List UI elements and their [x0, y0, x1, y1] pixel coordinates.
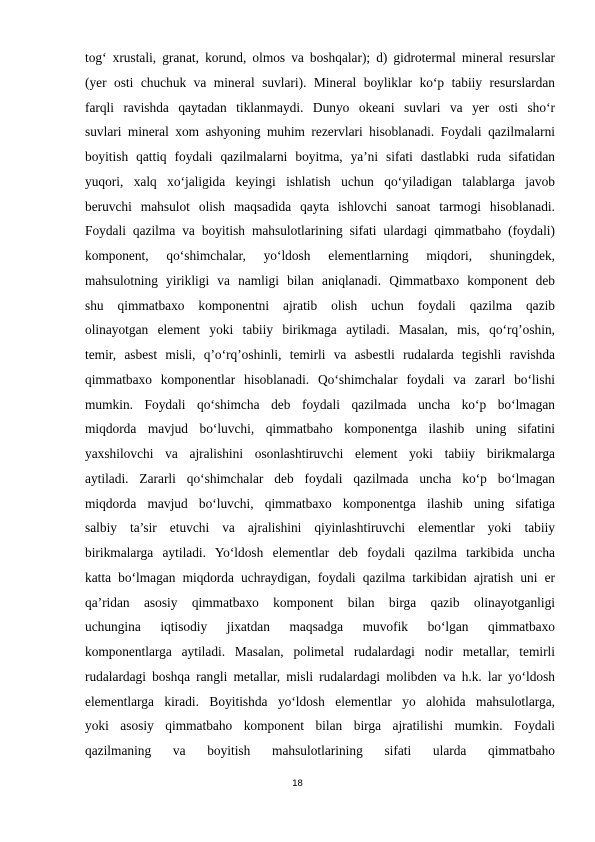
text-line: olinayotgan element yoki tabiiy birikmaga aytiladi. Masalan, mis, qo‘rq’oshin,	[85, 322, 555, 338]
text-line: mumkin. Foydali qo‘shimcha deb foydali qazilmada uncha ko‘p bo‘lmagan	[85, 396, 555, 412]
text-line: mahsulotning yirikligi va namligi bilan aniqlanadi. Qimmatbaxo komponent deb	[85, 272, 555, 288]
text-line: miqdorda mavjud bo‘luvchi, qimmatbaho komponentga ilashib uning sifatini	[85, 421, 555, 437]
text-line: qa’ridan asosiy qimmatbaxo komponent bilan birga qazib olinayotganligi	[85, 594, 555, 610]
text-line: beruvchi mahsulot olish maqsadida qayta ishlovchi sanoat tarmogi hisoblanadi.	[85, 198, 555, 214]
page-number: 18	[292, 778, 303, 789]
text-line: aytiladi. Zararli qo‘shimchalar deb foydali qazilmada uncha ko‘p bo‘lmagan	[85, 470, 555, 486]
text-line: tog‘ xrustali, granat, korund, olmos va boshqalar); d) gidrotermal mineral resurslar	[85, 50, 555, 65]
body-text	[85, 46, 555, 764]
text-line: (yer osti chuchuk va mineral suvlari). Mineral boyliklar ko‘p tabiiy resurslardan	[85, 74, 555, 90]
text-line: Foydali qazilma va boyitish mahsulotlarining sifati ulardagi qimmatbaho (foydali)	[85, 223, 555, 239]
text-line: yaxshilovchi va ajralishini osonlashtiruvchi element yoki tabiiy birikmalarga	[85, 446, 555, 461]
text-line: qimmatbaxo komponentlar hisoblanadi. Qo‘shimchalar foydali va zararl bo‘lishi	[85, 371, 555, 387]
text-line: birikmalarga aytiladi. Yo‘ldosh elementlar deb foydali qazilma tarkibida uncha	[85, 545, 555, 560]
text-line: qazilmaning va boyitish mahsulotlarining sifati ularda qimmatbaho	[85, 743, 555, 758]
text-line: temir, asbest misli, q’o‘rq’oshinli, temirli va asbestli rudalarda tegishli ravishda	[85, 347, 555, 362]
text-line: yoki asosiy qimmatbaho komponent bilan birga ajratilishi mumkin. Foydali	[85, 718, 555, 734]
text-line: katta bo‘lmagan miqdorda uchraydigan, foydali qazilma tarkibidan ajratish uni er	[85, 569, 555, 585]
text-line: komponentlarga aytiladi. Masalan, polimetal rudalardagi nodir metallar, temirli	[85, 644, 555, 659]
text-line: uchungina iqtisodiy jixatdan maqsadga muvofik bo‘lgan qimmatbaxo	[85, 619, 555, 635]
text-line: farqli ravishda qaytadan tiklanmaydi. Dunyo okeani suvlari va yer osti sho‘r	[85, 99, 555, 115]
text-line: yuqori, xalq xo‘jaligida keyingi ishlatish uchun qo‘yiladigan talablarga javob	[85, 173, 555, 189]
text-line: suvlari mineral xom ashyoning muhim rezervlari hisoblanadi. Foydali qazilmalarni	[85, 124, 555, 140]
text-line: boyitish qattiq foydali qazilmalarni boyitma, ya’ni sifati dastlabki ruda sifatidan	[85, 149, 555, 164]
text-line: elementlarga kiradi. Boyitishda yo‘ldosh elementlar yo alohida mahsulotlarga,	[85, 693, 555, 709]
text-line: salbiy ta’sir etuvchi va ajralishini qiyinlashtiruvchi elementlar yoki tabiiy	[85, 520, 555, 536]
text-line: miqdorda mavjud bo‘luvchi, qimmatbaxo komponentga ilashib uning sifatiga	[85, 495, 555, 511]
text-line: rudalardagi boshqa rangli metallar, misli rudalardagi molibden va h.k. lar yo‘ldosh	[85, 668, 555, 684]
text-line: komponent, qo‘shimchalar, yo‘ldosh elementlarning miqdori, shuningdek,	[85, 248, 555, 263]
text-line: shu qimmatbaxo komponentni ajratib olish uchun foydali qazilma qazib	[85, 297, 555, 313]
